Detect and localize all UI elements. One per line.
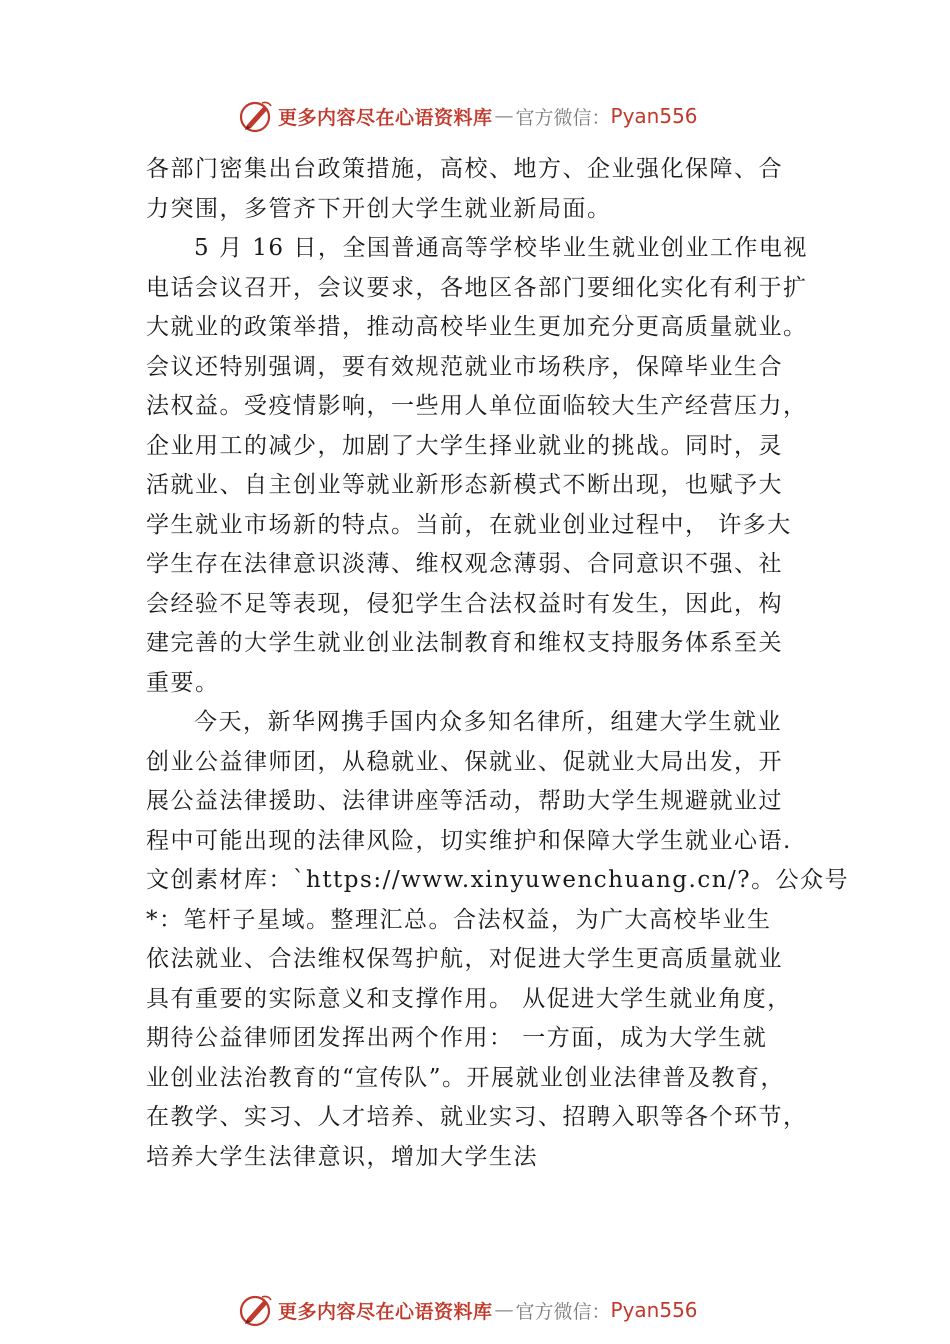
banner-promo-text: 更多内容尽在心语资料库	[278, 106, 493, 129]
banner-wechat-label: 官方微信：	[515, 106, 611, 129]
text-line: 建完善的大学生就业创业法制教育和维权支持服务体系至关	[146, 630, 783, 656]
banner-dash: —	[494, 105, 514, 127]
banner-wechat-id: Pyan556	[610, 1298, 698, 1322]
header-watermark-banner	[238, 96, 698, 136]
document-body	[146, 150, 850, 1177]
pen-logo-icon	[238, 1292, 274, 1328]
text-line: 期待公益律师团发挥出两个作用： 一方面，成为大学生就	[146, 1025, 768, 1051]
text-line: 法权益。受疫情影响，一些用人单位面临较大生产经营压力，	[146, 393, 808, 419]
text-line: 会经验不足等表现，侵犯学生合法权益时有发生，因此，构	[146, 590, 783, 617]
text-line: 学生就业市场新的特点。当前，在就业创业过程中， 许多大	[146, 511, 792, 538]
footer-watermark-banner	[238, 1290, 698, 1330]
text-line: 企业用工的减少，加剧了大学生择业就业的挑战。同时，灵	[146, 432, 783, 459]
text-line: 活就业、自主创业等就业新形态新模式不断出现，也赋予大	[146, 472, 783, 498]
pen-logo-icon	[238, 98, 274, 134]
text-line: 会议还特别强调，要有效规范就业市场秩序，保障毕业生合	[146, 353, 783, 380]
text-line: 程中可能出现的法律风险，切实维护和保障大学生就业心语.	[146, 827, 792, 854]
text-line: 今天，新华网携手国内众多知名律所，组建大学生就业	[194, 709, 782, 735]
text-line: 培养大学生法律意识，增加大学生法	[146, 1143, 538, 1170]
banner-dash: —	[494, 1299, 514, 1321]
text-line: 业创业法治教育的“宣传队”。开展就业创业法律普及教育，	[146, 1064, 786, 1091]
banner-wechat-id: Pyan556	[610, 104, 698, 128]
text-line: 电话会议召开，会议要求，各地区各部门要细化实化有利于扩	[146, 274, 808, 301]
banner-wechat-label: 官方微信：	[515, 1300, 611, 1323]
text-line: 创业公益律师团，从稳就业、保就业、促就业大局出发，开	[146, 748, 783, 775]
text-line: 展公益法律援助、法律讲座等活动，帮助大学生规避就业过	[146, 788, 783, 814]
text-line: 在教学、实习、人才培养、就业实习、招聘入职等各个环节，	[146, 1104, 808, 1130]
text-line: 依法就业、合法维权保驾护航，对促进大学生更高质量就业	[146, 946, 783, 972]
text-line: 5 月 16 日，全国普通高等学校毕业生就业创业工作电视	[194, 235, 808, 261]
text-line: *：笔杆子星域。整理汇总。合法权益，为广大高校毕业生	[146, 906, 772, 933]
text-line: 力突围，多管齐下开创大学生就业新局面。	[146, 195, 612, 222]
banner-promo-text: 更多内容尽在心语资料库	[278, 1300, 493, 1323]
text-line: 各部门密集出台政策措施，高校、地方、企业强化保障、合	[146, 156, 783, 182]
text-line: 重要。	[146, 669, 220, 696]
text-line: 大就业的政策举措，推动高校毕业生更加充分更高质量就业。	[146, 314, 808, 340]
text-line: 文创素材库：`https://www.xinyuwenchuang.cn/?。公众号	[146, 867, 850, 893]
text-line: 学生存在法律意识淡薄、维权观念薄弱、合同意识不强、社	[146, 551, 783, 577]
text-line: 具有重要的实际意义和支撑作用。 从促进大学生就业角度，	[146, 985, 792, 1012]
